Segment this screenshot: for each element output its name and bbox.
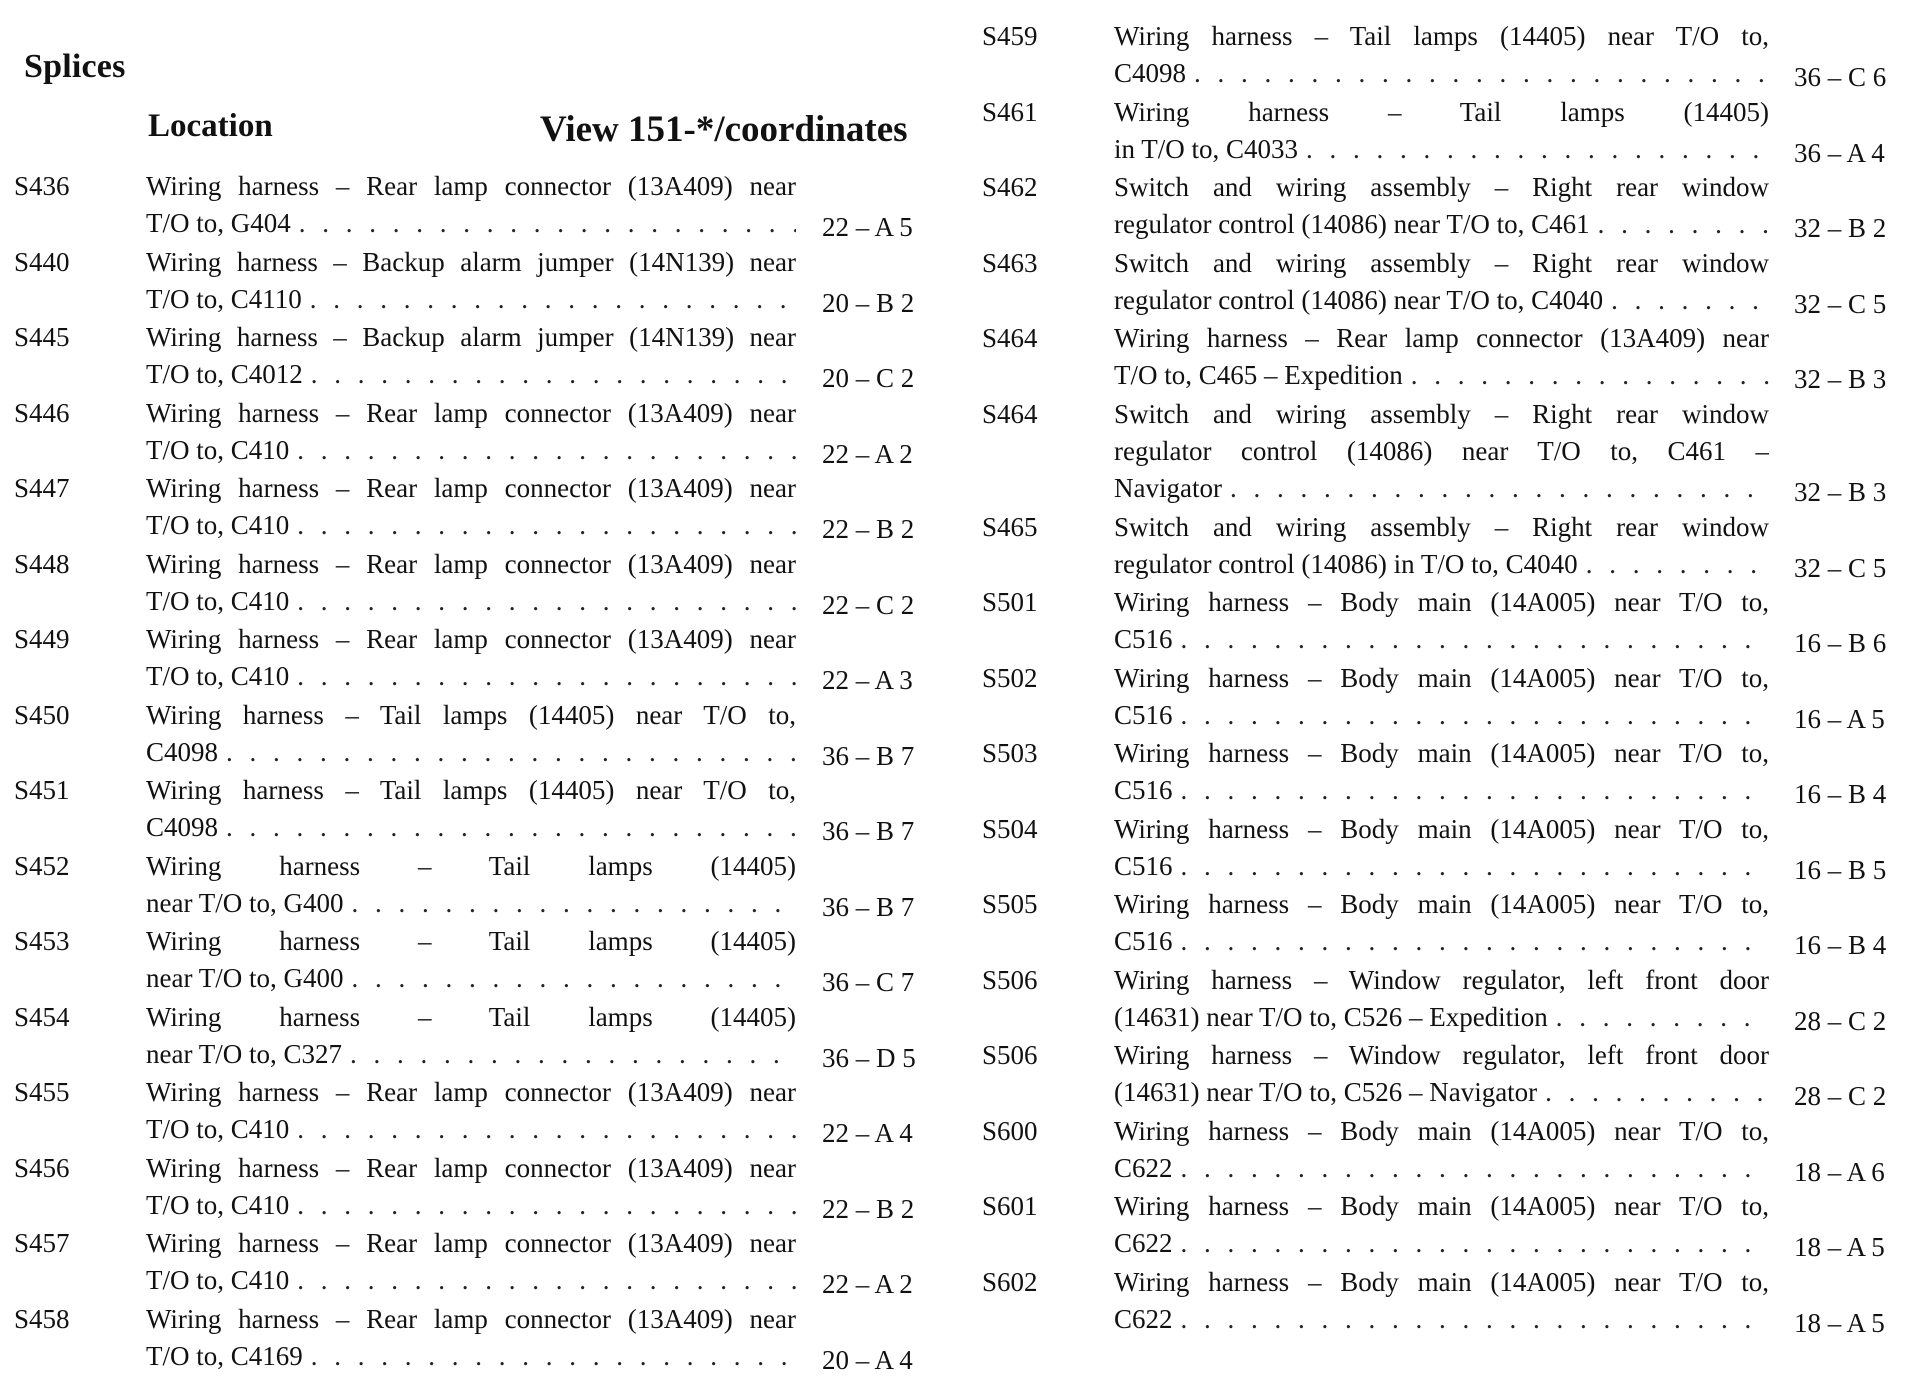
splice-id: S464 [982,398,1038,429]
splice-id: S448 [14,548,70,579]
view-coordinate: 32 – B 3 [1794,364,1887,394]
location-text-line: Wiring harness – Backup alarm jumper (14N139) near [146,322,796,352]
dot-leader [351,888,796,918]
location-text-line: Wiring harness – Rear lamp connector (13A409) near [1114,323,1769,353]
dot-leader [1181,1153,1769,1183]
splice-location [146,546,796,620]
splice-location [146,848,796,922]
location-text-line: near T/O to, G400 [146,887,344,918]
splice-id: S451 [14,775,70,805]
splice-location [146,1074,796,1148]
view-coordinate: 36 – C 6 [1794,62,1887,92]
location-text-line: Wiring harness – Tail lamps (14405) near T/O to, [1114,21,1769,51]
dot-leader [1181,624,1769,654]
location-text-line: T/O to, C4110 [146,283,302,314]
splice-location [146,1301,796,1375]
location-text-line: Navigator [1114,472,1222,503]
dot-leader [1181,926,1769,956]
dot-leader [310,284,796,314]
splice-id: S450 [14,699,70,730]
location-header: Location [148,108,273,144]
splice-location [146,244,796,318]
dot-leader [226,737,796,767]
location-text-line: regulator control (14086) near T/O to, C4040 [1114,284,1604,315]
splice-id: S459 [982,21,1038,51]
location-text-line: C516 [1114,699,1173,730]
splice-location [146,772,796,846]
dot-leader [226,812,796,842]
dot-leader [350,1039,796,1069]
location-text-line: C4098 [1114,58,1187,88]
splice-location [1114,962,1769,1036]
location-text-line: regulator control (14086) near T/O to, C461 [1114,209,1590,239]
splice-id: S445 [14,322,70,352]
location-text-line: (14631) near T/O to, C526 – Navigator [1114,1077,1538,1107]
splice-location [1114,584,1769,658]
view-coordinate: 28 – C 2 [1794,1005,1887,1036]
splice-id: S601 [982,1191,1038,1221]
location-text-line: in T/O to, C4033 [1114,133,1299,164]
splice-id: S506 [982,964,1038,995]
location-text-line: C4098 [146,736,219,767]
location-text-line: near T/O to, C327 [146,1038,342,1069]
view-coordinate: 28 – C 2 [1794,1081,1887,1111]
dot-leader [297,1114,796,1144]
splice-id: S458 [14,1303,70,1334]
splice-location [1114,735,1769,809]
dot-leader [1230,473,1769,503]
location-text-line: Wiring harness – Tail lamps (14405) [1114,96,1769,127]
view-coordinate: 20 – C 2 [822,363,915,393]
location-text-line: Wiring harness – Body main (14A005) near T/O to, [1114,587,1769,617]
view-coordinate: 22 – A 2 [822,438,913,469]
location-text-line: C622 [1114,1152,1173,1183]
location-text-line: Switch and wiring assembly – Right rear window [1114,398,1769,429]
location-text-line: C622 [1114,1228,1173,1258]
location-text-line: C516 [1114,850,1173,881]
splice-location [1114,320,1769,394]
location-text-line: Wiring harness – Window regulator, left front door [1114,1040,1769,1070]
view-coordinate: 36 – A 4 [1794,137,1885,168]
location-text-line: T/O to, C410 [146,1114,290,1144]
location-text-line: Wiring harness – Tail lamps (14405) near T/O to, [146,775,796,805]
dot-leader [299,208,796,238]
splice-id: S503 [982,738,1038,768]
splice-id: S462 [982,172,1038,202]
location-text-line: Wiring harness – Rear lamp connector (13A409) near [146,397,796,428]
location-text-line: near T/O to, G400 [146,963,344,993]
splice-location [146,923,796,997]
view-coordinates-header: View 151-*/coordinates [540,109,908,150]
view-coordinate: 22 – C 2 [822,589,915,620]
dot-leader [311,359,796,389]
splice-id: S501 [982,587,1038,617]
splice-location [146,1150,796,1224]
splice-id: S464 [982,323,1038,353]
dot-leader [1181,1304,1769,1334]
splice-id: S449 [14,624,70,654]
location-text-line: Wiring harness – Tail lamps (14405) [146,1001,796,1032]
view-coordinate: 36 – B 7 [822,740,915,771]
location-text-line: C622 [1114,1303,1173,1334]
view-coordinate: 18 – A 5 [1794,1232,1885,1262]
splice-location [146,1225,796,1299]
splice-id: S447 [14,473,70,503]
location-text-line: T/O to, C410 [146,510,290,540]
splice-location [1114,1113,1769,1187]
dot-leader [1194,58,1769,88]
section-title: Splices [24,48,126,85]
location-text-line: C516 [1114,624,1173,654]
location-text-line: C516 [1114,775,1173,805]
dot-leader [297,586,796,616]
view-coordinate: 22 – A 2 [822,1269,913,1299]
dot-leader [297,1190,796,1220]
location-text-line: T/O to, C410 [146,1189,290,1220]
location-text-line: Wiring harness – Window regulator, left front door [1114,964,1769,995]
splice-location [1114,1264,1769,1338]
location-text-line: C4098 [146,812,219,842]
splice-location [1114,1188,1769,1262]
location-text-line: Wiring harness – Tail lamps (14405) near T/O to, [146,699,796,730]
location-text-line: Wiring harness – Backup alarm jumper (14N139) near [146,246,796,277]
location-text-line: Wiring harness – Rear lamp connector (13A409) near [146,171,796,201]
view-coordinate: 32 – B 3 [1794,476,1887,507]
splice-id: S506 [982,1040,1038,1070]
splice-id: S436 [14,171,70,201]
location-text-line: Wiring harness – Body main (14A005) near T/O to, [1114,1191,1769,1221]
location-text-line: Wiring harness – Body main (14A005) near T/O to, [1114,662,1769,693]
location-text-line: regulator control (14086) near T/O to, C461 – [1114,435,1769,466]
view-coordinate: 18 – A 5 [1794,1307,1885,1338]
location-text-line: T/O to, C410 [146,585,290,616]
view-coordinate: 36 – B 7 [822,816,915,846]
dot-leader [297,661,796,691]
location-text-line: T/O to, C465 – Expedition [1114,360,1403,390]
location-text-line: Wiring harness – Tail lamps (14405) [146,850,796,881]
view-coordinate: 32 – C 5 [1794,288,1887,319]
location-text-line: Wiring harness – Rear lamp connector (13A409) near [146,473,796,503]
splice-location [1114,18,1769,92]
location-text-line: C516 [1114,926,1173,956]
location-text-line: T/O to, C4012 [146,359,303,389]
splice-id: S505 [982,889,1038,919]
location-text-line: Wiring harness – Body main (14A005) near T/O to, [1114,889,1769,919]
location-text-line: Wiring harness – Body main (14A005) near T/O to, [1114,1115,1769,1146]
dot-leader [311,1341,796,1371]
view-coordinate: 20 – B 2 [822,287,915,318]
view-coordinate: 16 – B 4 [1794,779,1887,809]
dot-leader [297,1265,796,1295]
location-text-line: (14631) near T/O to, C526 – Expedition [1114,1001,1548,1032]
splice-id: S440 [14,246,70,277]
view-coordinate: 20 – A 4 [822,1344,913,1375]
dot-leader [1181,851,1769,881]
location-text-line: Wiring harness – Tail lamps (14405) [146,926,796,956]
splice-location [1114,1037,1769,1111]
splice-location [146,168,796,242]
view-coordinate: 36 – D 5 [822,1042,916,1073]
location-text-line: T/O to, C410 [146,1265,290,1295]
view-coordinate: 22 – A 4 [822,1118,913,1148]
dot-leader [1545,1077,1769,1107]
splice-id: S504 [982,813,1038,844]
view-coordinate: 16 – B 4 [1794,930,1887,960]
location-text-line: Wiring harness – Rear lamp connector (13A409) near [146,1228,796,1258]
location-text-line: T/O to, C410 [146,434,290,465]
location-text-line: regulator control (14086) in T/O to, C4040 [1114,548,1578,579]
view-coordinate: 36 – B 7 [822,891,915,922]
dot-leader [297,435,796,465]
dot-leader [1181,1228,1769,1258]
splice-location [1114,509,1769,583]
location-text-line: T/O to, C410 [146,661,290,691]
splice-location [146,621,796,695]
location-text-line: Switch and wiring assembly – Right rear window [1114,511,1769,542]
location-text-line: T/O to, G404 [146,208,291,238]
splice-id: S463 [982,247,1038,278]
location-text-line: T/O to, C4169 [146,1340,303,1371]
splice-id: S456 [14,1152,70,1183]
splice-id: S502 [982,662,1038,693]
view-coordinate: 22 – B 2 [822,514,915,544]
location-text-line: Wiring harness – Body main (14A005) near T/O to, [1114,1266,1769,1297]
splice-location [1114,245,1769,319]
splice-id: S602 [982,1266,1038,1297]
view-coordinate: 16 – A 5 [1794,703,1885,734]
location-text-line: Wiring harness – Body main (14A005) near T/O to, [1114,738,1769,768]
dot-leader [1181,775,1769,805]
splice-location [146,470,796,544]
dot-leader [297,510,796,540]
dot-leader [1586,549,1769,579]
location-text-line: Switch and wiring assembly – Right rear window [1114,247,1769,278]
view-coordinate: 22 – B 2 [822,1193,915,1224]
splice-location [1114,660,1769,734]
location-text-line: Switch and wiring assembly – Right rear window [1114,172,1769,202]
splice-location [1114,811,1769,885]
splice-id: S600 [982,1115,1038,1146]
location-text-line: Wiring harness – Rear lamp connector (13A409) near [146,548,796,579]
splice-location [1114,886,1769,960]
view-coordinate: 22 – A 3 [822,665,913,695]
view-coordinate: 22 – A 5 [822,212,913,242]
splice-id: S465 [982,511,1038,542]
dot-leader [1306,134,1769,164]
splice-location [1114,396,1769,507]
splice-location [146,697,796,771]
splice-location [1114,169,1769,243]
location-text-line: Wiring harness – Rear lamp connector (13A409) near [146,1303,796,1334]
splice-id: S461 [982,96,1038,127]
dot-leader [1411,360,1769,390]
splice-id: S452 [14,850,70,881]
view-coordinate: 32 – B 2 [1794,213,1887,243]
view-coordinate: 16 – B 5 [1794,854,1887,885]
splice-location [146,395,796,469]
location-text-line: Wiring harness – Rear lamp connector (13A409) near [146,1152,796,1183]
location-text-line: Wiring harness – Body main (14A005) near T/O to, [1114,813,1769,844]
splice-id: S455 [14,1077,70,1107]
dot-leader [1598,209,1769,239]
splice-id: S446 [14,397,70,428]
view-coordinate: 16 – B 6 [1794,628,1887,658]
splice-id: S454 [14,1001,70,1032]
location-text-line: Wiring harness – Rear lamp connector (13A409) near [146,1077,796,1107]
location-text-line: Wiring harness – Rear lamp connector (13A409) near [146,624,796,654]
dot-leader [1181,700,1769,730]
splice-location [146,999,796,1073]
splice-location [1114,94,1769,168]
splice-id: S457 [14,1228,70,1258]
dot-leader [1611,285,1769,315]
splice-id: S453 [14,926,70,956]
splice-location [146,319,796,393]
dot-leader [1556,1002,1769,1032]
view-coordinate: 36 – C 7 [822,967,915,997]
view-coordinate: 18 – A 6 [1794,1156,1885,1187]
dot-leader [351,963,796,993]
view-coordinate: 32 – C 5 [1794,552,1887,583]
